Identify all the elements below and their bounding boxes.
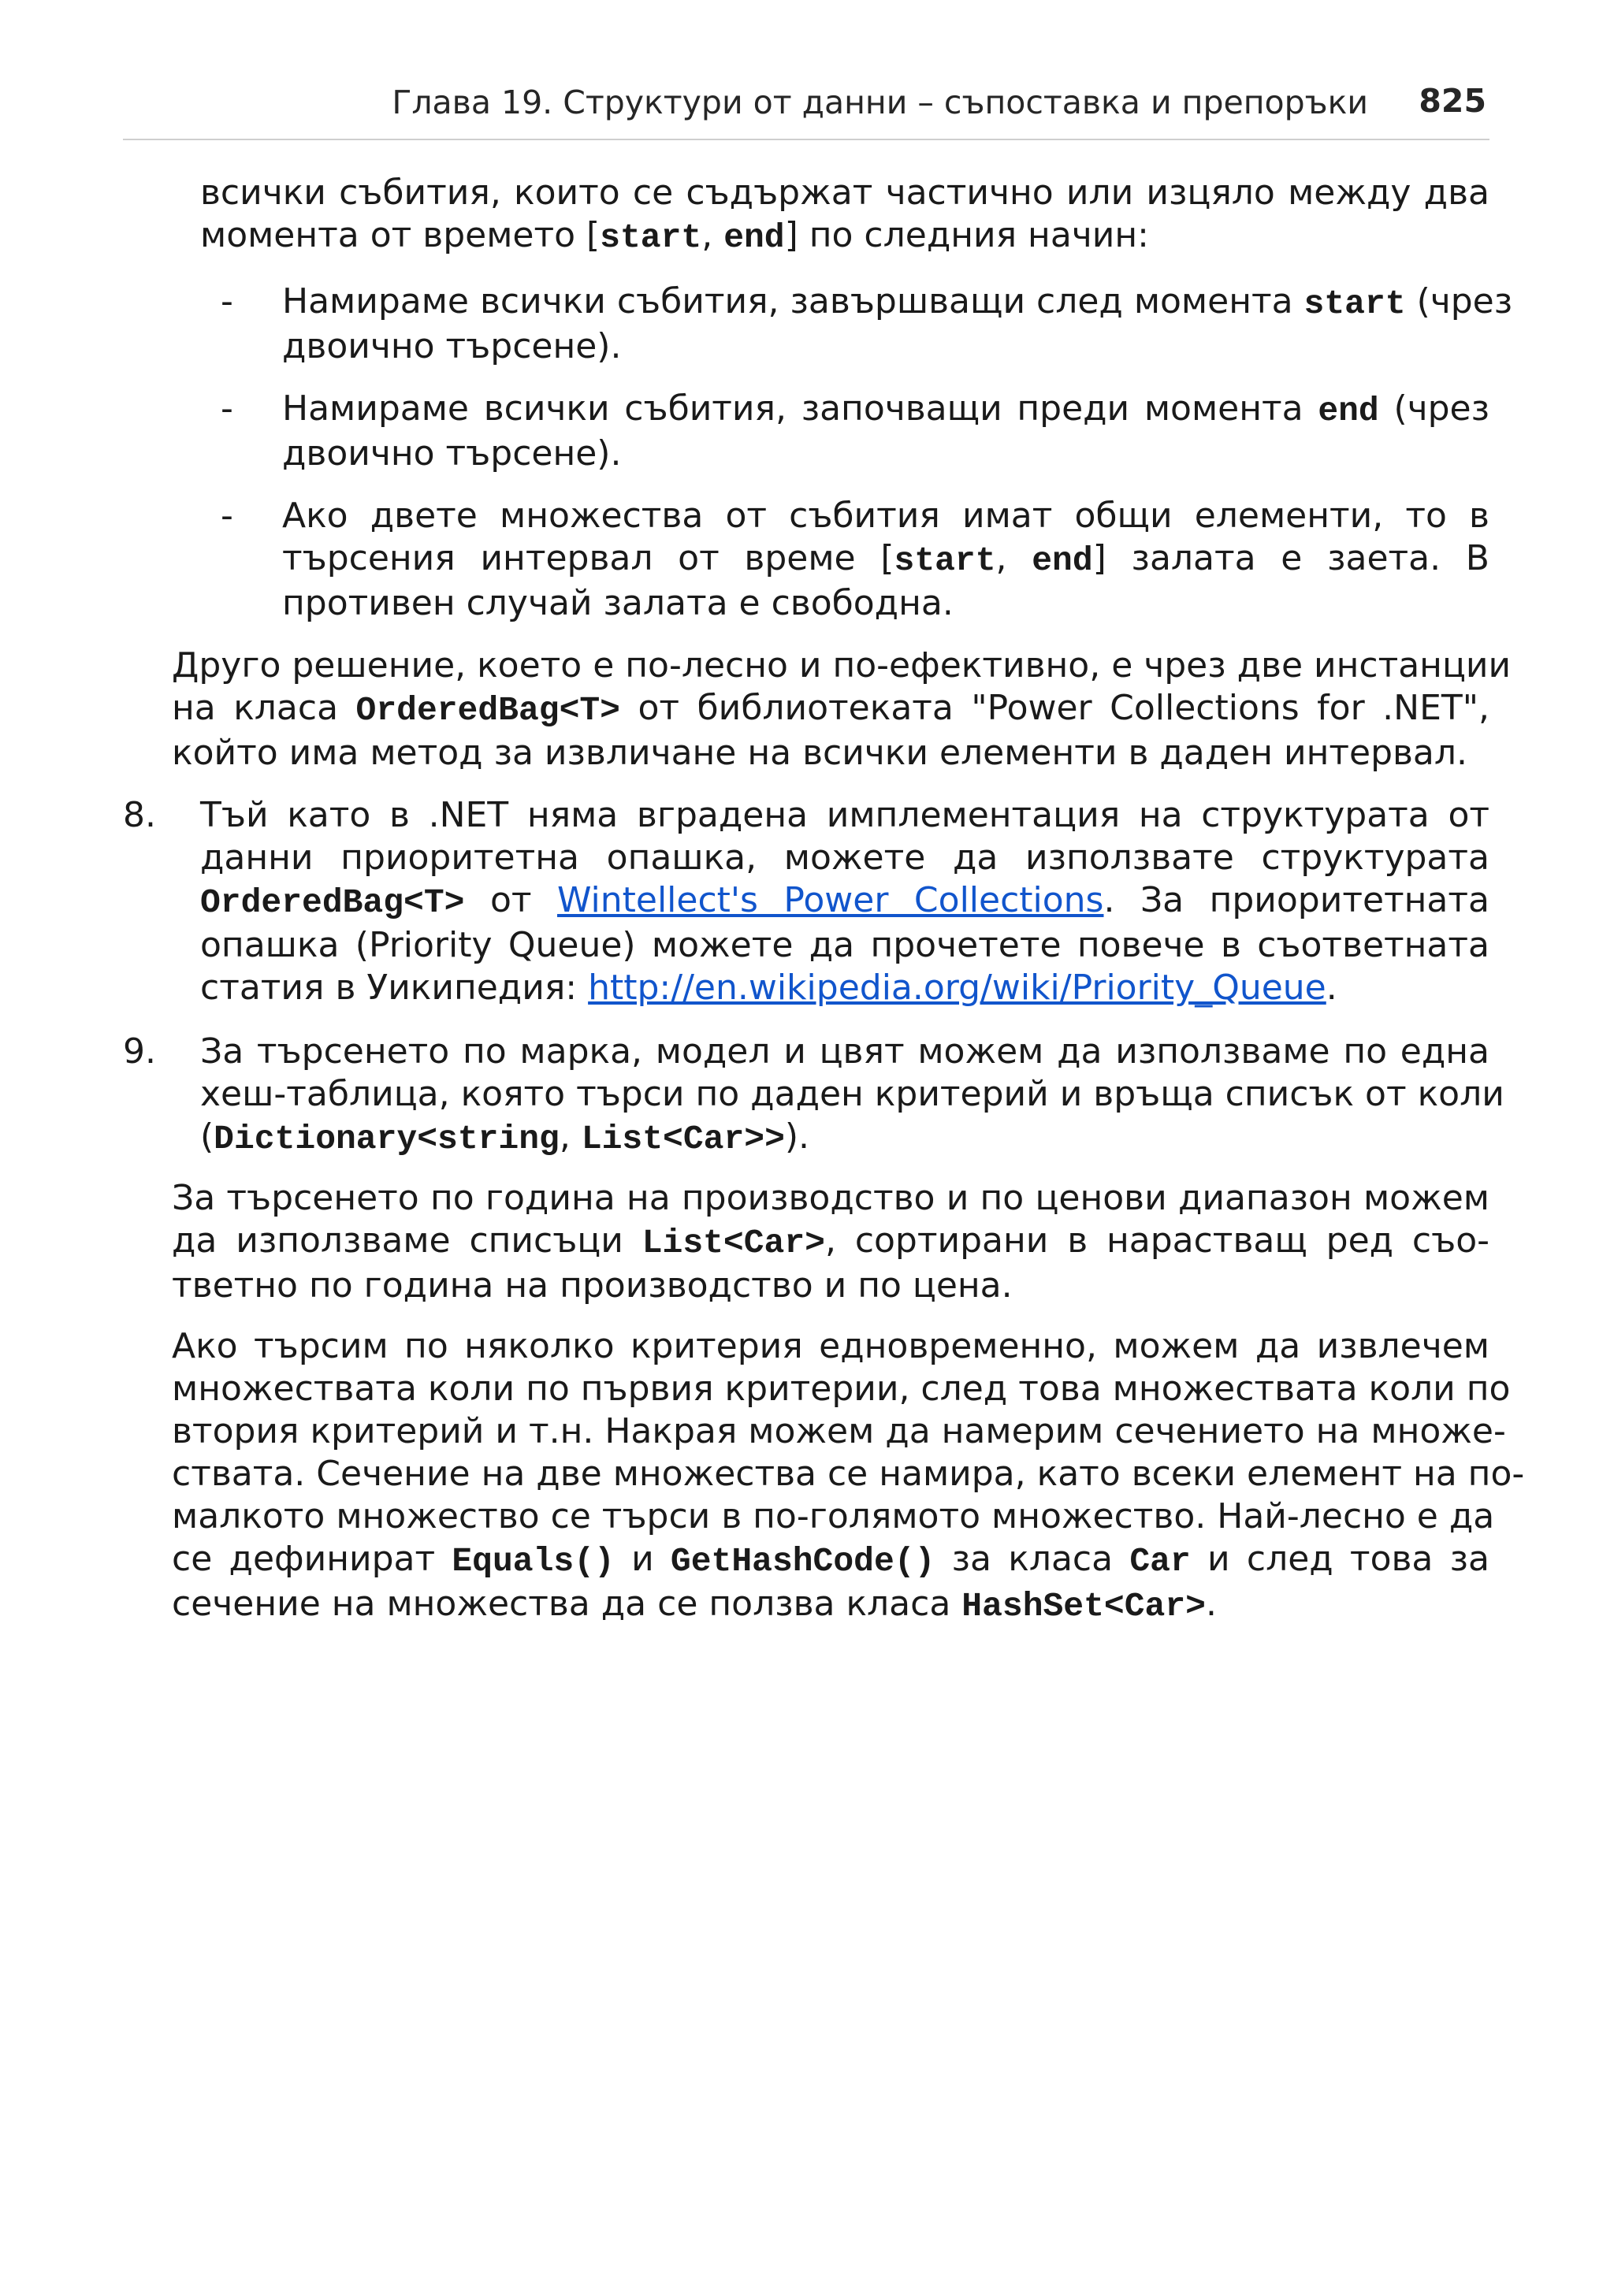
text-line: на класа OrderedBag<T> от библиотеката "Power Collections for .NET", bbox=[172, 688, 1489, 730]
text-line: За търсенето по година на производство и по ценови диапазон можем bbox=[172, 1178, 1489, 1218]
bullet-item bbox=[282, 280, 1513, 368]
chapter-title: Глава 19. Структури от данни – съпоставка и препоръки bbox=[392, 84, 1368, 121]
code-start: start bbox=[600, 218, 702, 257]
code-gethashcode: GetHashCode() bbox=[670, 1542, 935, 1581]
text-line: хеш-таблица, която търси по даден критерий и връща списък от коли bbox=[200, 1074, 1504, 1114]
intro-paragraph bbox=[200, 172, 1489, 259]
code-orderedbag: OrderedBag<T> bbox=[200, 883, 465, 922]
text-line: данни приоритетна опашка, можете да използвате структурата bbox=[200, 838, 1489, 878]
year-price-paragraph bbox=[172, 1177, 1489, 1307]
text-line: Тъй като в .NET няма вградена имплементация на структурата от bbox=[200, 795, 1489, 835]
text-line: който има метод за извличане на всички елементи в даден интервал. bbox=[172, 733, 1468, 773]
multi-criteria-paragraph bbox=[172, 1325, 1525, 1628]
text-line: всички събития, които се съдържат частично или изцяло между два bbox=[200, 173, 1489, 213]
code-end: end bbox=[723, 218, 785, 257]
text-line: двоично търсене). bbox=[282, 433, 622, 474]
text-line: Ако двете множества от събития имат общи елементи, то в bbox=[282, 496, 1489, 536]
text-line: момента от времето [start, end] по следния начин: bbox=[200, 215, 1149, 257]
text-line: опашка (Priority Queue) можете да прочетете повече в съответната bbox=[200, 925, 1489, 965]
text-line: малкото множество се търси в по-голямото множество. Най-лесно е да bbox=[172, 1496, 1495, 1536]
text-line: Намираме всички събития, завършващи след момента start (чрез bbox=[282, 281, 1513, 323]
text-line: противен случай залата е свободна. bbox=[282, 583, 954, 623]
text-line: Намираме всички събития, започващи преди момента end (чрез bbox=[282, 388, 1489, 430]
text-line: ствата. Сечение на две множества се намира, като всеки елемент на по- bbox=[172, 1454, 1525, 1494]
bullet-item bbox=[282, 495, 1489, 625]
code-hashset: HashSet<Car> bbox=[961, 1587, 1206, 1625]
text-line: (Dictionary<string, List<Car>>). bbox=[200, 1116, 810, 1158]
list-item-8 bbox=[200, 794, 1489, 1009]
code-list-car: List<Car>> bbox=[581, 1120, 785, 1158]
list-number: 9. bbox=[123, 1031, 156, 1072]
bullet-marker: - bbox=[221, 281, 233, 321]
bullet-marker: - bbox=[221, 388, 233, 429]
text-line: сечение на множества да се ползва класа HashSet<Car>. bbox=[172, 1584, 1217, 1625]
list-item-9 bbox=[200, 1031, 1504, 1161]
text-line: втория критерий и т.н. Накрая можем да намерим сечението на множе- bbox=[172, 1411, 1506, 1451]
wikipedia-link[interactable]: http://en.wikipedia.org/wiki/Priority_Queue bbox=[588, 968, 1326, 1008]
power-collections-link[interactable]: Wintellect's Power Collections bbox=[556, 880, 1104, 920]
text-line: се дефинират Equals() и GetHashCode() за класа Car и след това за bbox=[172, 1539, 1489, 1581]
text-line: да използваме списъци List<Car>, сортирани в нарастващ ред съо- bbox=[172, 1220, 1489, 1262]
text-line: двоично търсене). bbox=[282, 326, 622, 366]
code-equals: Equals() bbox=[452, 1542, 615, 1581]
code-start: start bbox=[1303, 284, 1406, 323]
text-line: За търсенето по марка, модел и цвят можем да използваме по една bbox=[200, 1031, 1489, 1072]
text-line: Друго решение, което е по-лесно и по-ефективно, е чрез две инстанции bbox=[172, 645, 1512, 685]
text-line: множествата коли по първия критерии, след това множествата коли по bbox=[172, 1369, 1511, 1409]
text-line: статия в Уикипедия: http://en.wikipedia.org/wiki/Priority_Queue. bbox=[200, 968, 1337, 1008]
text-line: OrderedBag<T> от Wintellect's Power Collections. За приоритетната bbox=[200, 880, 1489, 922]
text-line: Ако търсим по няколко критерия едновременно, можем да извлечем bbox=[172, 1326, 1489, 1366]
code-end: end bbox=[1318, 392, 1379, 430]
code-dictionary: Dictionary<string bbox=[214, 1120, 560, 1158]
page-number: 825 bbox=[1419, 82, 1486, 120]
code-car: Car bbox=[1129, 1542, 1191, 1581]
code-start: start bbox=[894, 541, 996, 580]
alternative-paragraph bbox=[172, 645, 1512, 775]
text-line: тветно по година на производство и по цена. bbox=[172, 1265, 1013, 1306]
list-number: 8. bbox=[123, 795, 156, 835]
code-orderedbag: OrderedBag<T> bbox=[355, 691, 620, 730]
bullet-item bbox=[282, 388, 1489, 475]
page-header bbox=[123, 79, 1489, 140]
bullet-marker: - bbox=[221, 496, 233, 536]
text-line: търсения интервал от време [start, end] залата е заета. В bbox=[282, 538, 1489, 580]
code-end: end bbox=[1032, 541, 1093, 580]
code-list-car: List<Car> bbox=[642, 1224, 825, 1262]
